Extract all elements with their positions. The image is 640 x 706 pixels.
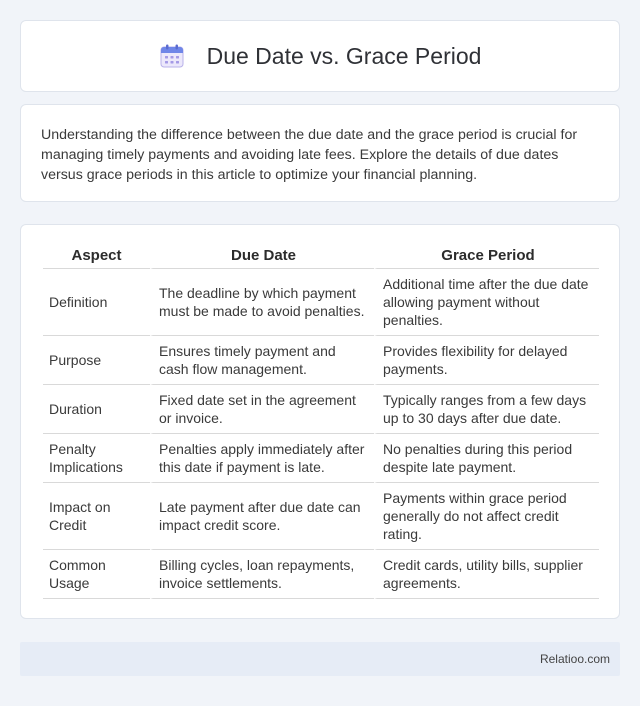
grace-period-cell: Credit cards, utility bills, supplier agreements. — [374, 550, 599, 599]
table-row — [43, 550, 599, 599]
due-date-cell: Late payment after due date can impact credit score. — [150, 483, 374, 550]
calendar-icon — [159, 43, 185, 69]
aspect-cell: Purpose — [43, 336, 150, 385]
table-row — [43, 385, 599, 434]
aspect-cell: Duration — [43, 385, 150, 434]
comparison-card — [20, 224, 620, 619]
grace-period-cell: No penalties during this period despite late payment. — [374, 434, 599, 483]
aspect-cell: Common Usage — [43, 550, 150, 599]
intro-card — [20, 104, 620, 202]
grace-period-cell: Payments within grace period generally do not affect credit rating. — [374, 483, 599, 550]
footer-brand: Relatioo.com — [539, 652, 610, 666]
aspect-cell: Definition — [43, 269, 150, 336]
due-date-cell: Fixed date set in the agreement or invoice. — [150, 385, 374, 434]
due-date-cell: The deadline by which payment must be made to avoid penalties. — [150, 269, 374, 336]
header-grace-period: Grace Period — [374, 243, 599, 269]
table-row — [43, 434, 599, 483]
grace-period-cell: Additional time after the due date allowing payment without penalties. — [374, 269, 599, 336]
table-row — [43, 336, 599, 385]
header-aspect: Aspect — [43, 243, 150, 269]
table-row — [43, 269, 599, 336]
table-header-row — [43, 243, 599, 269]
table-row — [43, 483, 599, 550]
grace-period-cell: Provides flexibility for delayed payments. — [374, 336, 599, 385]
title-card — [20, 20, 620, 92]
aspect-cell: Penalty Implications — [43, 434, 150, 483]
intro-paragraph: Understanding the difference between the due date and the grace period is crucial for managing timely payments and avoiding late fees. Explore the details of due dates versus grace periods in this article to optimize your financial planning. — [41, 127, 578, 183]
due-date-cell: Penalties apply immediately after this date if payment is late. — [150, 434, 374, 483]
footer — [20, 642, 620, 676]
due-date-cell: Ensures timely payment and cash flow management. — [150, 336, 374, 385]
grace-period-cell: Typically ranges from a few days up to 30 days after due date. — [374, 385, 599, 434]
page-title: Due Date vs. Grace Period — [206, 42, 482, 69]
due-date-cell: Billing cycles, loan repayments, invoice settlements. — [150, 550, 374, 599]
comparison-table — [43, 243, 599, 599]
header-due-date: Due Date — [150, 243, 374, 269]
aspect-cell: Impact on Credit — [43, 483, 150, 550]
